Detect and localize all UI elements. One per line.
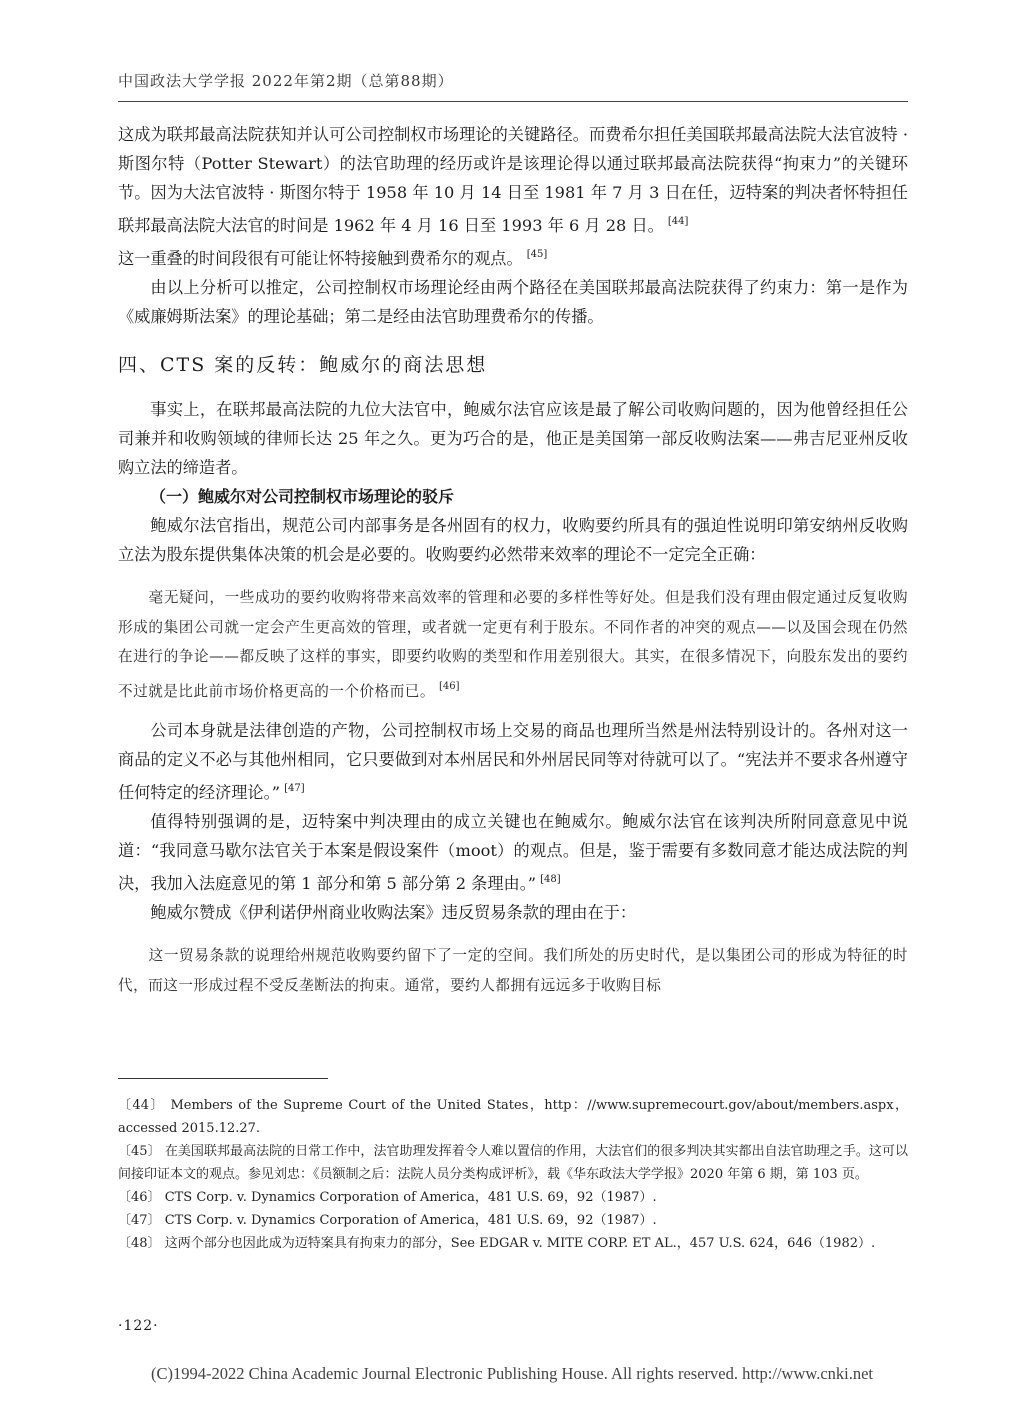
paragraph: 事实上，在联邦最高法院的九位大法官中，鲍威尔法官应该是最了解公司收购问题的，因为他曾经担任公司兼并和收购领域的律师长达 25 年之久。更为巧合的是，他正是美国第一部反收购法案——弗吉尼亚州反收购立法的缔造者。: [118, 400, 908, 477]
footnote-text: CTS Corp. v. Dynamics Corporation of America，481 U.S. 69，92（1987）.: [164, 1213, 657, 1228]
block-quote: 这一贸易条款的说理给州规范收购要约留下了一定的空间。我们所处的历史时代，是以集团公司的形成为特征的时代，而这一形成过程不受反垄断法的拘束。通常，要约人都拥有远远多于收购目标: [118, 947, 908, 994]
footnote: [118, 1209, 908, 1232]
paragraph-text: 公司本身就是法律创造的产物，公司控制权市场上交易的商品也理所当然是州法特别设计的。各州对这一商品的定义不必与其他州相同，它只要做到对本州居民和外州居民同等对待就可以了。“宪法并不要求各州遵守任何特定的经济理论。”: [118, 721, 908, 802]
citation-ref[interactable]: [46]: [438, 680, 460, 692]
footnote-number: 〔45〕: [118, 1144, 161, 1159]
footnotes: [118, 1094, 908, 1255]
citation-ref[interactable]: [47]: [284, 783, 305, 794]
footnote: [118, 1094, 908, 1140]
running-header: 中国政法大学学报 2022年第2期（总第88期）: [118, 72, 454, 90]
block-quote: [118, 583, 908, 706]
paragraph-text: 这成为联邦最高法院获知并认可公司控制权市场理论的关键路径。而费希尔担任美国联邦最高法院大法官波特 · 斯图尔特（Potter Stewart）的法官助理的经历或许是该理论得以通过联邦最高法院获得“拘束力”的关键环节。因为大法官波特 · 斯图尔特于 1958 年 10 月 14 日至 1981 年 7 月 3 日在任，迈特案的判决者怀特担任联邦最高法院大法官的时间是 1962 年 4 月 16 日至 1993 年 6 月 28 日。: [118, 125, 908, 235]
paragraph: [118, 240, 908, 273]
footnote-rule: [118, 1078, 328, 1079]
paragraph: [118, 807, 908, 898]
page-number: ·122·: [118, 1318, 159, 1334]
paragraph: [118, 120, 908, 240]
paragraph-text: 值得特别强调的是，迈特案中判决理由的成立关键也在鲍威尔。鲍威尔法官在该判决所附同意意见中说道：“我同意马歇尔法官关于本案是假设案件（moot）的观点。但是，鉴于需要有多数同意才能达成法院的判决，我加入法庭意见的第 1 部分和第 5 部分第 2 条理由。”: [118, 812, 908, 893]
citation-ref[interactable]: [45]: [526, 249, 548, 260]
article-body: [118, 120, 908, 1010]
footnote-text: Members of the Supreme Court of the United States，http：//www.supremecourt.gov/about/members.aspx，accessed 2015.12.27.: [118, 1098, 908, 1136]
footnote-text: 这两个部分也因此成为迈特案具有拘束力的部分，See EDGAR v. MITE CORP. ET AL.，457 U.S. 624，646（1982）.: [164, 1236, 876, 1251]
footnote-number: 〔48〕: [118, 1236, 161, 1251]
paragraph: 由以上分析可以推定，公司控制权市场理论经由两个路径在美国联邦最高法院获得了约束力：第一是作为《威廉姆斯法案》的理论基础；第二是经由法官助理费希尔的传播。: [118, 278, 908, 326]
section-heading: 四、CTS 案的反转：鲍威尔的商法思想: [118, 354, 488, 376]
citation-ref[interactable]: [48]: [540, 874, 561, 885]
header-rule: [118, 101, 908, 102]
paragraph-text: 这一重叠的时间段很有可能让怀特接触到费希尔的观点。: [118, 249, 523, 268]
footnote-number: 〔44〕: [118, 1098, 165, 1113]
quote-text: 毫无疑问，一些成功的要约收购将带来高效率的管理和必要的多样性等好处。但是我们没有理由假定通过反复收购形成的集团公司就一定会产生更高效的管理，或者就一定更有利于股东。不同作者的冲突的观点——以及国会现在仍然在进行的争论——都反映了这样的事实，即要约收购的类型和作用差别很大。其实，在很多情况下，向股东发出的要约不过就是比此前市场价格更高的一个价格而已。: [118, 589, 908, 700]
paragraph: [118, 716, 908, 807]
subsection-heading: （一）鲍威尔对公司控制权市场理论的驳斥: [150, 487, 455, 506]
paragraph: 鲍威尔赞成《伊利诺伊州商业收购法案》违反贸易条款的理由在于：: [150, 903, 637, 922]
footnote-number: 〔46〕: [118, 1190, 161, 1205]
copyright-notice: (C)1994-2022 China Academic Journal Electronic Publishing House. All rights reserved. http://www.cnki.net: [150, 1364, 874, 1383]
footnote: [118, 1186, 908, 1209]
footnote: [118, 1140, 908, 1186]
footnote: [118, 1232, 908, 1255]
paragraph: 鲍威尔法官指出，规范公司内部事务是各州固有的权力，收购要约所具有的强迫性说明印第安纳州反收购立法为股东提供集体决策的机会是必要的。收购要约必然带来效率的理论不一定完全正确：: [118, 516, 908, 564]
footnote-text: CTS Corp. v. Dynamics Corporation of America，481 U.S. 69，92（1987）.: [164, 1190, 657, 1205]
footnote-text: 在美国联邦最高法院的日常工作中，法官助理发挥着令人难以置信的作用，大法官们的很多判决其实都出自法官助理之手。这可以间接印证本文的观点。参见刘忠：《员额制之后：法院人员分类构成评析》，载《华东政法大学学报》2020 年第 6 期，第 103 页。: [118, 1144, 908, 1182]
citation-ref[interactable]: [44]: [667, 216, 689, 227]
footnote-number: 〔47〕: [118, 1213, 161, 1228]
